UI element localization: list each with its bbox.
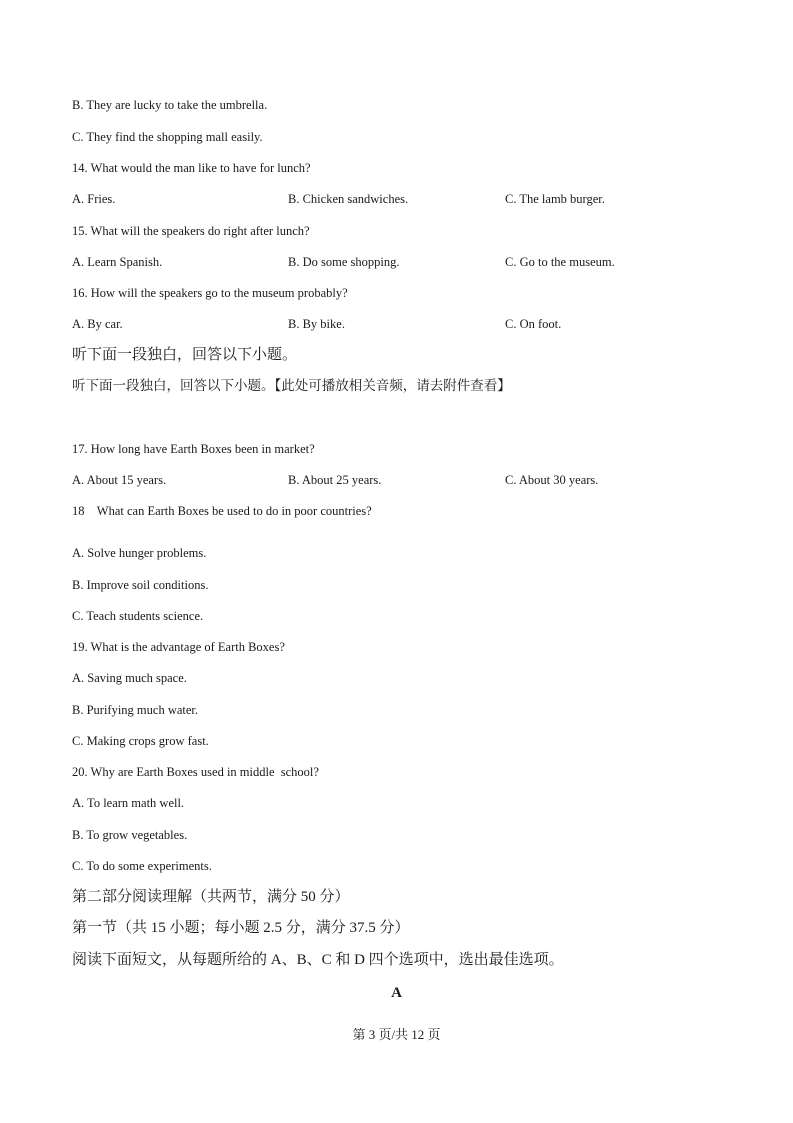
q20-option-b: B. To grow vegetables. xyxy=(72,828,188,842)
q17-option-c: C. About 30 years. xyxy=(505,473,599,487)
q15-option-b: B. Do some shopping. xyxy=(288,255,400,269)
section1-title: 第一节（共 15 小题；每小题 2.5 分，满分 37.5 分） xyxy=(72,920,410,936)
q13-option-c: C. They find the shopping mall easily. xyxy=(72,130,263,144)
q20-option-a: A. To learn math well. xyxy=(72,796,185,810)
q14-option-a: A. Fries. xyxy=(72,192,116,206)
q18-option-a: A. Solve hunger problems. xyxy=(72,546,207,560)
q18-option-b: B. Improve soil conditions. xyxy=(72,578,209,592)
q18-option-c: C. Teach students science. xyxy=(72,609,204,623)
monologue-heading: 听下面一段独白，回答以下小题。 xyxy=(72,347,298,363)
q17-option-a: A. About 15 years. xyxy=(72,473,167,487)
page-footer: 第 3 页/共 12 页 xyxy=(352,1027,441,1042)
part2-title: 第二部分阅读理解（共两节，满分 50 分） xyxy=(72,889,350,905)
q20-stem: 20. Why are Earth Boxes used in middle school? xyxy=(72,765,319,779)
passage-label: A xyxy=(391,985,402,1001)
q14-option-c: C. The lamb burger. xyxy=(505,192,605,206)
q17-stem: 17. How long have Earth Boxes been in market? xyxy=(72,442,315,456)
q15-option-c: C. Go to the museum. xyxy=(505,255,615,269)
q15-stem: 15. What will the speakers do right after lunch? xyxy=(72,224,310,238)
q16-stem: 16. How will the speakers go to the museum probably? xyxy=(72,286,348,300)
q16-option-c: C. On foot. xyxy=(505,317,562,331)
q19-option-a: A. Saving much space. xyxy=(72,671,187,685)
q19-stem: 19. What is the advantage of Earth Boxes? xyxy=(72,640,285,654)
q14-stem: 14. What would the man like to have for lunch? xyxy=(72,161,311,175)
reading-instructions: 阅读下面短文，从每题所给的 A、B、C 和 D 四个选项中，选出最佳选项。 xyxy=(72,952,564,968)
q13-option-b: B. They are lucky to take the umbrella. xyxy=(72,98,268,112)
q16-option-b: B. By bike. xyxy=(288,317,345,331)
q17-option-b: B. About 25 years. xyxy=(288,473,382,487)
monologue-audio-note: 听下面一段独白，回答以下小题。【此处可播放相关音频，请去附件查看】 xyxy=(72,378,511,393)
q14-option-b: B. Chicken sandwiches. xyxy=(288,192,409,206)
q20-option-c: C. To do some experiments. xyxy=(72,859,212,873)
q19-option-c: C. Making crops grow fast. xyxy=(72,734,209,748)
q19-option-b: B. Purifying much water. xyxy=(72,703,199,717)
q18-stem: 18 What can Earth Boxes be used to do in poor countries? xyxy=(72,504,372,518)
q15-option-a: A. Learn Spanish. xyxy=(72,255,163,269)
q16-option-a: A. By car. xyxy=(72,317,123,331)
